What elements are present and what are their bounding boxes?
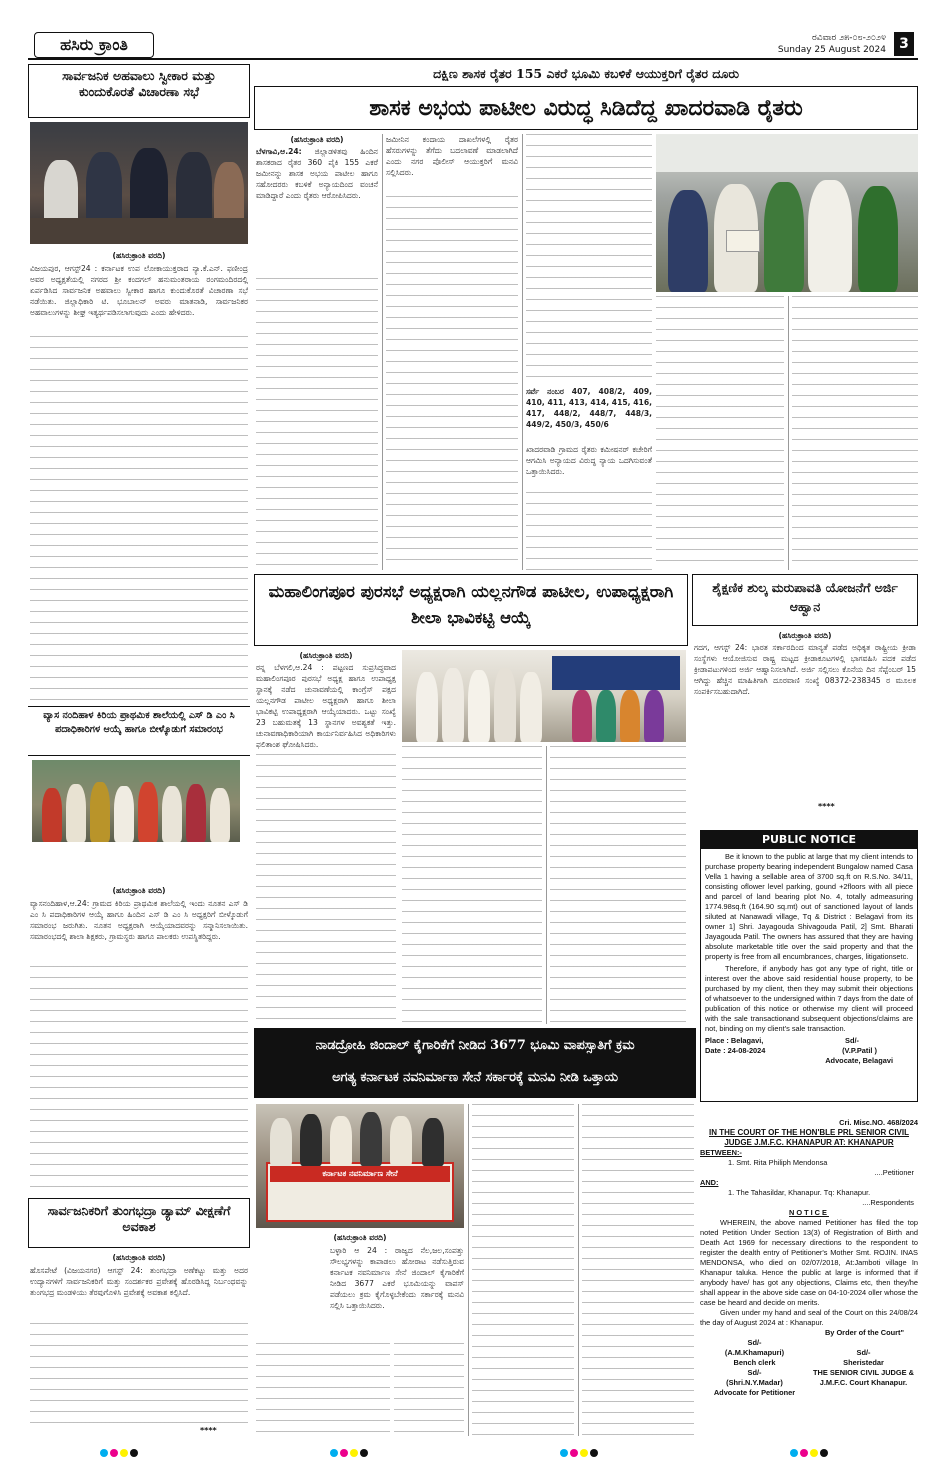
- court-respondent: 1. The Tahasildar, Khanapur. Tq: Khanapur.: [728, 1188, 871, 1197]
- court-name: IN THE COURT OF THE HON'BLE PRL SENIOR CIVIL JUDGE J.M.F.C. KHANAPUR AT: KHANAPUR: [709, 1128, 909, 1147]
- lead-col-5: [792, 296, 918, 570]
- court-notice-order: By Order of the Court": [824, 1328, 904, 1337]
- issue-date-kannada: ರವಿವಾರ ೨೫-೦೮-೨೦೨೪: [812, 33, 886, 43]
- banner-text: ಕರ್ನಾಟಕ ನವನಿರ್ಮಾಣ ಸೇನೆ: [270, 1166, 450, 1182]
- story-left-bottom-body: ಹೊಸಪೇಟೆ (ವಿಜಯನಗರ) ಆಗಸ್ಟ್ 24: ತುಂಗಭದ್ರಾ ಅಣೆಕಟ್ಟು ಮತ್ತು ಅದರ ಉದ್ಯಾನಗಳಿಗೆ ಸಾರ್ವಜನಿಕರಿಗೆ ಮತ್ತು ಸಂದರ್ಶಕರ ಪ್ರವೇಶಕ್ಕೆ ಹೊರಡಿಸಿದ್ದ ನಿರ್ಬಂಧವನ್ನು ತುಂಗಭದ್ರ ಮಂಡಳಿಯು ತೆರವುಗೊಳಿಸಿ ಪ್ರವೇಶಕ್ಕೆ ಅವಕಾಶ ಕಲ್ಪಿಸಿದೆ.: [30, 1266, 248, 1297]
- public-notice-footer: [701, 1034, 917, 1066]
- story-center-right-body: ಗದಗ, ಆಗಸ್ಟ್ 24: ಭಾರತ ಸರ್ಕಾರದಿಂದ ಮಾನ್ಯತೆ ಪಡೆದ ಅಧಿಕೃತ ರಾಷ್ಟ್ರೀಯ ಕ್ರೀಡಾ ಸಂಸ್ಥೆಗಳು ಆಯೋಜಿಸುವ ರಾಷ್ಟ್ರ ಮಟ್ಟದ ಕ್ರೀಡಾಕೂಟಗಳಲ್ಲಿ ಭಾಗವಹಿಸಿ ಪದಕ ಪಡೆದ ಕ್ರೀಡಾಪಟುಗಳಿಂದ ಅರ್ಜಿ ಆಹ್ವಾನಿಸಲಾಗಿದೆ. ಅರ್ಜಿ ಸಲ್ಲಿಸಲು ಕೊನೆಯ ದಿನ ಸೆಪ್ಟೆಂಬರ್ 15 ಆಗಿದ್ದು ಹೆಚ್ಚಿನ ಮಾಹಿತಿಗಾಗಿ ದೂರವಾಣಿ ಸಂಖ್ಯೆ 08372-238345 ರ ಮೂಲಕ ಸಂಪರ್ಕಿಸಬಹುದಾಗಿದೆ.: [694, 643, 916, 696]
- story-center-body: ರನ್ನ ಬೆಳಗಲಿ,ಆ.24 : ಪಟ್ಟಣದ ಸುಪ್ರಸಿದ್ಧವಾದ ಮಹಾಲಿಂಗಪೂರ ಪುರಸಭೆ ಅಧ್ಯಕ್ಷ ಹಾಗೂ ಉಪಾಧ್ಯಕ್ಷ ಸ್ಥಾನಕ್ಕೆ ನಡೆದ ಚುನಾವಣೆಯಲ್ಲಿ ಕಾಂಗ್ರೆಸ್ ಪಕ್ಷದ ಯಲ್ಲನಗೌಡ ಪಾಟೀಲ ಅಧ್ಯಕ್ಷರಾಗಿ ಹಾಗೂ ಶೀಲಾ ಭಾವಿಕಟ್ಟಿ ಉಪಾಧ್ಯಕ್ಷರಾಗಿ ಆಯ್ಕೆಯಾದರು. ಒಟ್ಟು ಸಂಖ್ಯೆ 23 ಬಹುಮತಕ್ಕೆ 13 ಸ್ಥಾನಗಳ ಅವಶ್ಯಕತೆ ಇತ್ತು. ಚುನಾವಣಾಧಿಕಾರಿಯಾಗಿ ಕಾರ್ಯನಿರ್ವಹಿಸಿದ ಅಧಿಕಾರಿಗಳು ಫಲಿತಾಂಶ ಘೋಷಿಸಿದರು.: [256, 663, 396, 749]
- column-rule: [382, 134, 383, 570]
- lead-paragraph-1-text: ಜಿಲ್ಲಾಡಳಿತವು ಹಿಂದಿನ ಶಾಸಕರಾದ ರೈತರ 360 ಪೈಕಿ 155 ಎಕರೆ ಜಮೀನನ್ನು ಶಾಸಕ ಅಭಯ ಪಾಟೀಲ ಹಾಗೂ ಸಹೋದರರು ಕಬಳಿಕೆ ಅನ್ಯಾಯದಿಂದ ವಂಚನೆ ಮಾಡಿದ್ದಾರೆ ಎಂದು ರೈತರು ಆರೋಪಿಸಿದರು.: [256, 147, 378, 200]
- story-center-right-headline-box: [692, 574, 918, 626]
- story-bottom-byline: (ಹಸಿರುಕ್ರಾಂತಿ ವರದಿ): [333, 1233, 387, 1242]
- column-rule: [578, 1104, 579, 1436]
- lead-paragraph-1: [256, 146, 378, 276]
- photo-school-committee: [32, 760, 240, 842]
- story-left-mid-byline: (ಹಸಿರುಕ್ರಾಂತಿ ವರದಿ): [112, 886, 166, 895]
- lead-col-2-continued: [386, 196, 518, 570]
- story-left-mid-body: ವ್ಯಾಸನಂದಿಹಾಳ,ಆ.24: ಗ್ರಾಮದ ಕಿರಿಯ ಪ್ರಾಥಮಿಕ ಶಾಲೆಯಲ್ಲಿ ಇಂದು ನೂತನ ಎಸ್ ಡಿ ಎಂ ಸಿ ಪದಾಧಿಕಾರಿಗಳ ಆಯ್ಕೆ ಹಾಗೂ ಹಿಂದಿನ ಎಸ್ ಡಿ ಎಂ ಸಿ ಅಧ್ಯಕ್ಷರಿಗೆ ಬೀಳ್ಕೊಡುಗೆ ಸಮಾರಂಭ ಜರುಗಿತು. ನೂತನ ಅಧ್ಯಕ್ಷರಾಗಿ ಆಯ್ಕೆಯಾದವರನ್ನು ಸನ್ಮಾನಿಸಲಾಯಿತು. ಸಮಾರಂಭದಲ್ಲಿ ಶಾಲಾ ಶಿಕ್ಷಕರು, ಗ್ರಾಮಸ್ಥರು ಹಾಗೂ ಪಾಲಕರು ಉಪಸ್ಥಿತರಿದ್ದರು.: [30, 899, 248, 941]
- court-notice-heading: NOTICE: [789, 1208, 829, 1217]
- court-respondent-label: ....Respondents: [862, 1198, 914, 1207]
- public-notice: [700, 830, 918, 1102]
- story-bottom-col-3: [472, 1104, 574, 1436]
- public-notice-title: PUBLIC NOTICE: [701, 831, 917, 849]
- story-left-mid-continued: [30, 966, 248, 1196]
- story-left-top-continued: [30, 336, 248, 706]
- story-left-top: [28, 64, 250, 118]
- photo-officials-panel: [30, 122, 248, 244]
- court-sheristedar: Sheristedar: [843, 1358, 884, 1367]
- court-sd-sheristedar: Sd/-: [856, 1348, 871, 1357]
- lead-kicker: ದಕ್ಷಿಣ ಶಾಸಕ ರೈತರ 155 ಎಕರೆ ಭೂಮಿ ಕಬಳಿಕೆ ಆಯುಕ್ತರಿಗೆ ರೈತರ ದೂರು: [433, 66, 739, 81]
- story-bottom-col-2-continued: [394, 1343, 464, 1435]
- story-center-byline: (ಹಸಿರುಕ್ರಾಂತಿ ವರದಿ): [299, 651, 353, 660]
- issue-date-english: Sunday 25 August 2024: [777, 45, 886, 55]
- story-center-headline: ಮಹಾಲಿಂಗಪೂರ ಪುರಸಭೆ ಅಧ್ಯಕ್ಷರಾಗಿ ಯಲ್ಲನಗೌಡ ಪಾಟೀಲ, ಉಪಾಧ್ಯಕ್ಷರಾಗಿ ಶೀಲಾ ಭಾವಿಕಟ್ಟಿ ಆಯ್ಕೆ: [268, 582, 674, 628]
- lead-dateline: ಬೆಳಗಾವಿ,ಆ.24:: [256, 147, 302, 156]
- court-petitioner-label: ....Petitioner: [874, 1168, 914, 1177]
- public-notice-place: Place : Belagavi,: [705, 1036, 764, 1045]
- lead-paragraph-2: ಜಮೀನಿನ ಕಂದಾಯ ದಾಖಲೆಗಳಲ್ಲಿ ರೈತರ ಹೆಸರುಗಳನ್ನು ತೆಗೆದು ಬದಲಾವಣೆ ಮಾಡಲಾಗಿದೆ ಎಂದು ನಗರ ಪೊಲೀಸ್ ಆಯುಕ್ತರಿಗೆ ಮನವಿ ಸಲ್ಲಿಸಿದರು.: [386, 135, 518, 177]
- column-rule: [788, 296, 789, 570]
- column-rule: [546, 746, 547, 1024]
- public-notice-sign: Sd/-: [845, 1036, 859, 1045]
- court-judge-title: THE SENIOR CIVIL JUDGE & J.M.F.C. Court Khanapur.: [813, 1368, 914, 1387]
- court-signatures: [700, 1338, 918, 1398]
- story-bottom-headline-1: ನಾಡದ್ರೋಹಿ ಜಿಂದಾಲ್ ಕೈಗಾರಿಕೆಗೆ ನೀಡಿದ 3677 ಭೂಮಿ ವಾಪಸ್ಸಾತಿಗೆ ಕ್ರಮ: [315, 1038, 635, 1053]
- story-center-right-end: ****: [818, 802, 835, 811]
- story-center-right-byline: (ಹಸಿರುಕ್ರಾಂತಿ ವರದಿ): [778, 631, 832, 640]
- public-notice-body-2: Therefore, if anybody has got any type of right, title or interest over the above said residential house property, to be purchased by my client, then they may submit their objections of whatsoever to the undersigned within 7 days from the date of publication of this notice or otherwise my client will proceed with the sale transactionand subsequent objections/claims are not, binding on my client's sale transaction.: [705, 964, 913, 1033]
- story-center-right-headline: ಶೈಕ್ಷಣಿಕ ಶುಲ್ಕ ಮರುಪಾವತಿ ಯೋಜನೆಗೆ ಅರ್ಜಿ ಆಹ್ವಾನ: [712, 580, 898, 615]
- court-notice-body: WHEREIN, the above named Petitioner has filed the top noted Petition Under Section 13(3) of Registration of Birth and Death Act 1969 for necessary directions to the respondent to register the dealth entry of Petitioner's Mother Smt. ROJIN. INAS MENDONSA, who died on 02/07/2018, At:Jamboti village In Khanapur taluka. Hence the public at large is informed that if anybody have/ has got any objections, Claims etc, then they/he shall appear in the above side case on 04-10-2024 oller whose the case be heard and decide on merits.: [700, 1218, 918, 1307]
- story-left-top-body: ವಿಜಯಪುರ, ಆಗಸ್ಟ್24 : ಕರ್ನಾಟಕ ಉಪ ಲೋಕಾಯುಕ್ತರಾದ ನ್ಯಾ.ಕೆ.ಎನ್. ಫಣೀಂದ್ರ ಅವರ ಅಧ್ಯಕ್ಷತೆಯಲ್ಲಿ ನಗರದ ಶ್ರೀ ಕಂದಗಲ್ ಹನುಮಂತರಾಯ ರಂಗಮಂದಿರದಲ್ಲಿ ಏರ್ಪಡಿಸಿದ ಸಾರ್ವಜನಿಕ ಅಹವಾಲು ಸ್ವೀಕಾರ ಹಾಗೂ ಕುಂದುಕೊರತೆ ವಿಚಾರಣಾ ಸಭೆ ನಡೆಯಿತು. ಜಿಲ್ಲಾಧಿಕಾರಿ ಟಿ. ಭೂಬಾಲನ್ ಅವರು ಮಾತನಾಡಿ, ಸಾರ್ವಜನಿಕರ ಅಹವಾಲುಗಳನ್ನು ಶೀಘ್ರ ಇತ್ಯರ್ಥಪಡಿಸಲಾಗುವುದು ಎಂದು ಹೇಳಿದರು.: [30, 264, 248, 317]
- public-notice-date: Date : 24-08-2024: [705, 1046, 766, 1055]
- story-center-col-1-continued: [256, 754, 396, 1024]
- court-advocate-title: Advocate for Petitioner: [713, 1388, 796, 1397]
- story-center-col-3: [550, 746, 686, 1024]
- court-notice: [700, 1118, 918, 1438]
- court-clerk-name: (A.M.Khamapuri): [724, 1348, 785, 1357]
- lead-col-4: [656, 296, 784, 570]
- story-bottom-headline-2: ಅಗತ್ಯ ಕರ್ನಾಟಕ ನವನಿರ್ಮಾಣ ಸೇನೆ ಸರ್ಕಾರಕ್ಕೆ ಮನವಿ ನೀಡಿ ಒತ್ತಾಯ: [332, 1070, 618, 1085]
- court-and: AND:: [700, 1178, 719, 1187]
- story-bottom-col-1-continued: [256, 1343, 390, 1435]
- story-left-top-byline: (ಹಸಿರುಕ್ರಾಂತಿ ವರದಿ): [112, 251, 166, 260]
- story-bottom-body: ಬಳ್ಳಾರಿ ಆ 24 : ರಾಜ್ಯದ ನೆಲ,ಜಲ,ಸಂಪತ್ತು ಸೌಲಭ್ಯಗಳನ್ನು ಕಾಪಾಡಲು ಹೋರಾಟ ನಡೆಸುತ್ತಿರುವ ಕರ್ನಾಟಕ ನವನಿರ್ಮಾಣ ಸೇನೆ ಜಿಂದಾಲ್ ಕೈಗಾರಿಕೆಗೆ ನೀಡಿದ 3677 ಎಕರೆ ಭೂಮಿಯನ್ನು ವಾಪಸ್ ಪಡೆಯಲು ಕ್ರಮ ಕೈಗೊಳ್ಳಬೇಕೆಂದು ಸರ್ಕಾರಕ್ಕೆ ಮನವಿ ಸಲ್ಲಿಸಿ ಒತ್ತಾಯಿಸಿದರು.: [330, 1246, 464, 1310]
- story-left-bottom-continued: [30, 1323, 248, 1425]
- column-rule: [522, 134, 523, 570]
- story-center-col-2: [402, 746, 542, 1024]
- story-left-mid-headline: ವ್ಯಾಸ ನಂದಿಹಾಳ ಕಿರಿಯ ಪ್ರಾಥಮಿಕ ಶಾಲೆಯಲ್ಲಿ ಎಸ್ ಡಿ ಎಂ ಸಿ ಪದಾಧಿಕಾರಿಗಳ ಆಯ್ಕೆ ಹಾಗೂ ಬೀಳ್ಕೊಡುಗೆ ಸಮಾರಂಭ: [43, 710, 235, 736]
- story-left-bottom: [28, 1198, 250, 1248]
- lead-col-1-continued: [256, 278, 378, 570]
- story-bottom-headline-box: [254, 1028, 696, 1098]
- registration-marks: [0, 1440, 945, 1454]
- story-center-headline-box: [254, 574, 688, 646]
- story-bottom-col-4: [582, 1104, 694, 1436]
- public-notice-body: Be it known to the public at large that my client intends to purchase property bearing independent Bungalow named Casa Vella 1 having a sellable area of 3700 sq.ft on R.S.No. 34/11, consisting oflower level parking, gound +2floors with all piece and parcel of land bearing plot No. 4, totally admeasuring 1774.98sq.ft (164.90 sq.mt) out of sanctioned layout of lands siluted at Nanawadi village, Tq & District : Belagavi from its owner 1] Shri. Jayagouda Shivagouda Patil, 2] Smt. Bharati Jayagouda Patil. The owners has assured that they are having absolute marketable title over the said property and that the property is free from all encumbrances, charges, litigationsetc.: [705, 852, 913, 961]
- story-left-top-headline: ಸಾರ್ವಜನಿಕ ಅಹವಾಲು ಸ್ವೀಕಾರ ಮತ್ತು ಕುಂದುಕೊರತೆ ವಿಚಾರಣಾ ಸಭೆ: [62, 68, 216, 99]
- lead-col-3: [526, 134, 652, 384]
- court-sd-clerk: Sd/-: [747, 1338, 762, 1347]
- column-rule: [468, 1104, 469, 1436]
- story-left-bottom-headline: ಸಾರ್ವಜನಿಕರಿಗೆ ತುಂಗಭದ್ರಾ ಡ್ಯಾಮ್ ವೀಕ್ಷಣೆಗೆ ಅವಕಾಶ: [47, 1203, 231, 1234]
- story-left-mid: [28, 706, 250, 756]
- lead-byline: (ಹಸಿರುಕ್ರಾಂತಿ ವರದಿ): [290, 135, 344, 144]
- court-notice-given: Given under my hand and seal of the Court on this 24/08/24 the day of August 2024 at : Khanapur.: [700, 1308, 918, 1327]
- public-notice-advocate-title: Advocate, Belagavi: [825, 1056, 893, 1065]
- story-left-bottom-end: ****: [200, 1426, 217, 1435]
- newspaper-title: ಹಸಿರು ಕ್ರಾಂತಿ: [34, 32, 154, 58]
- photo-municipal-council: [402, 650, 686, 742]
- lead-paragraph-3: ಖಾದರವಾಡಿ ಗ್ರಾಮದ ರೈತರು ಕಮೀಷನರ್ ಕಚೇರಿಗೆ ಆಗಮಿಸಿ ಅನ್ಯಾಯದ ವಿರುದ್ಧ ನ್ಯಾಯ ಒದಗಿಸುವಂತೆ ಒತ್ತಾಯಿಸಿದರು.: [526, 445, 652, 476]
- issue-date: [778, 32, 886, 56]
- court-advocate-name: (Shri.N.Y.Madar): [726, 1378, 783, 1387]
- court-misc-no: Cri. Misc.NO. 468/2024: [839, 1118, 918, 1127]
- lead-headline-box: [254, 86, 918, 130]
- page-number: 3: [894, 32, 914, 56]
- masthead: [28, 30, 918, 60]
- lead-survey-numbers: ಸರ್ವೆ ನಂಬರ 407, 408/2, 409, 410, 411, 413, 414, 415, 416, 417, 448/2, 448/7, 448/3, 449/2, 450/3, 450/6: [526, 387, 652, 429]
- court-petitioner: 1. Smt. Rita Philiph Mendonsa: [728, 1158, 828, 1167]
- public-notice-advocate-name: (V.P.Patil ): [842, 1046, 877, 1055]
- court-between: BETWEEN:-: [700, 1148, 742, 1157]
- lead-headline: ಶಾಸಕ ಅಭಯ ಪಾಟೀಲ ವಿರುದ್ಧ ಸಿಡಿದೆದ್ದ ಖಾದರವಾಡಿ ರೈತರು: [369, 95, 803, 121]
- court-clerk-title: Bench clerk: [733, 1358, 776, 1367]
- photo-navanirmana-sene: [256, 1104, 464, 1228]
- story-left-bottom-byline: (ಹಸಿರುಕ್ರಾಂತಿ ವರದಿ): [112, 1253, 166, 1262]
- photo-farmers-protest: [656, 134, 918, 292]
- lead-col-3-continued: [526, 492, 652, 570]
- court-sd-advocate: Sd/-: [747, 1368, 762, 1377]
